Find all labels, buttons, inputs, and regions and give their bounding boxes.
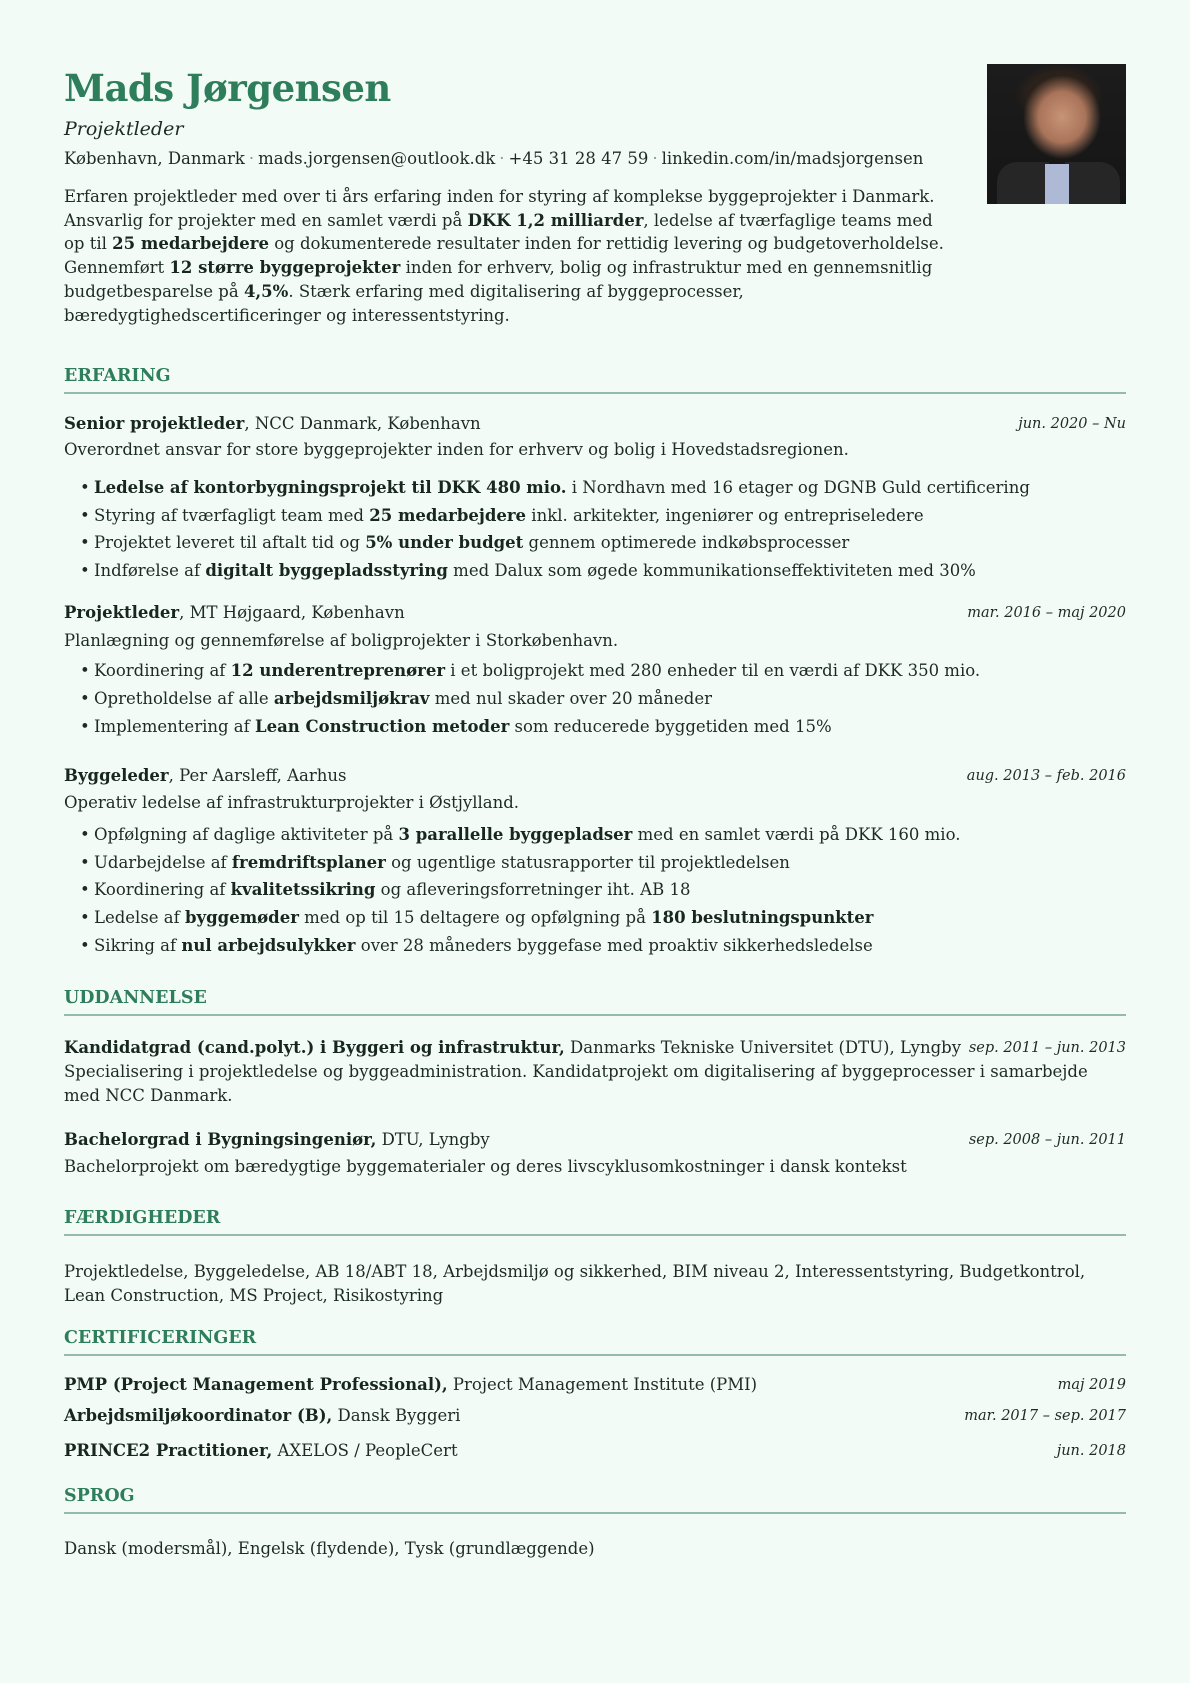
- experience-entry-1-header: [64, 413, 1126, 435]
- degree: Bachelorgrad i Bygningsingeniør,: [64, 1130, 377, 1149]
- bullet-item: [80, 824, 960, 846]
- bullet-icon: •: [80, 661, 90, 680]
- certification-name: PRINCE2 Practitioner,: [64, 1441, 273, 1460]
- experience-entry-2-header: [64, 602, 1126, 624]
- bullet-icon: •: [80, 561, 90, 580]
- separator: ·: [652, 149, 658, 168]
- date: jun. 2018: [1056, 1443, 1126, 1459]
- date-range: mar. 2016 – maj 2020: [967, 605, 1126, 621]
- languages-list: Dansk (modersmål), Engelsk (flydende), Tysk (grundlæggende): [64, 1539, 595, 1558]
- emphasis-text: nul arbejdsulykker: [181, 936, 356, 955]
- emphasis-text: digitalt byggepladsstyring: [205, 561, 448, 580]
- job-title: Projektleder: [64, 118, 184, 140]
- text: i Nordhavn med 16 etager og DGNB Guld certificering: [566, 478, 1030, 497]
- text: inden for erhverv, bolig og infrastruktur med en gennemsnitlig budgetbesparelse på: [64, 258, 933, 301]
- bullet-icon: •: [80, 853, 90, 872]
- text: Implementering af: [94, 717, 255, 736]
- bullet-icon: •: [80, 908, 90, 927]
- profile-photo: [987, 64, 1126, 204]
- emphasis-text: 5% under budget: [365, 533, 524, 552]
- institution: Danmarks Tekniske Universitet (DTU), Lyngby: [564, 1038, 962, 1057]
- candidate-name: Mads Jørgensen: [64, 66, 391, 110]
- contact-location: København, Danmark: [64, 149, 245, 168]
- experience-entry-3-description: Operativ ledelse af infrastrukturprojekter i Østjylland.: [64, 793, 520, 812]
- text: inkl. arkitekter, ingeniører og entrepriseledere: [526, 506, 924, 525]
- certification-item: [64, 1440, 1126, 1462]
- text: og ugentlige statusrapporter til projektledelsen: [385, 853, 790, 872]
- text: over 28 måneders byggefase med proaktiv sikkerhedsledelse: [355, 936, 873, 955]
- emphasis-text: fremdriftsplaner: [231, 853, 386, 872]
- text: Opretholdelse af alle: [94, 689, 274, 708]
- emphasis-text: 4,5%: [243, 281, 289, 301]
- section-heading-languages: SPROG: [64, 1486, 1126, 1514]
- text: Sikring af: [94, 936, 182, 955]
- date: maj 2019: [1057, 1377, 1126, 1393]
- summary-paragraph: [64, 185, 944, 327]
- text: som reducerede byggetiden med 15%: [509, 717, 832, 736]
- text: i et boligprojekt med 280 enheder til en værdi af DKK 350 mio.: [445, 661, 981, 680]
- emphasis-text: DKK 1,2 milliarder: [467, 210, 644, 230]
- education-entry-1-header: [64, 1037, 1126, 1059]
- experience-entry-2-description: Planlægning og gennemførelse af boligprojekter i Storkøbenhavn.: [64, 631, 619, 650]
- certification-item: [64, 1374, 1126, 1396]
- text: Udarbejdelse af: [94, 853, 232, 872]
- emphasis-text: Lean Construction metoder: [255, 717, 510, 736]
- photo-detail: [1065, 162, 1120, 204]
- photo-detail: [1045, 164, 1069, 204]
- emphasis-text: 12 større byggeprojekter: [169, 258, 401, 278]
- emphasis-text: 12 underentreprenører: [230, 661, 446, 680]
- organization: , Per Aarsleff, Aarhus: [168, 766, 347, 785]
- degree: Kandidatgrad (cand.polyt.) i Byggeri og infrastruktur,: [64, 1038, 565, 1057]
- section-heading-experience: ERFARING: [64, 366, 1126, 394]
- text: Koordinering af: [94, 880, 231, 899]
- bullet-item: [80, 477, 1030, 499]
- contact-email[interactable]: mads.jorgensen@outlook.dk: [258, 149, 496, 168]
- contact-line: [64, 149, 923, 168]
- emphasis-text: kvalitetssikring: [230, 880, 376, 899]
- text: med nul skader over 20 måneder: [429, 689, 712, 708]
- bullet-icon: •: [80, 533, 90, 552]
- certification-issuer: Dansk Byggeri: [332, 1406, 461, 1425]
- certification-issuer: Project Management Institute (PMI): [447, 1375, 758, 1394]
- experience-entry-3-header: [64, 765, 1126, 787]
- text: med en samlet værdi på DKK 160 mio.: [632, 825, 961, 844]
- text: Erfaren projektleder med over ti års erfaring inden for styring af komplekse byggeprojekter i Danmark. Ansvarlig for projekter med en samlet værdi på: [64, 187, 935, 230]
- text: med op til 15 deltagere og opfølgning på: [298, 908, 652, 927]
- contact-linkedin[interactable]: linkedin.com/in/madsjorgensen: [661, 149, 924, 168]
- education-entry-2-header: [64, 1129, 1126, 1151]
- text: Opfølgning af daglige aktiviteter på: [94, 825, 399, 844]
- role: Byggeleder: [64, 766, 169, 785]
- bullet-item: [80, 560, 976, 582]
- certification-name: PMP (Project Management Professional),: [64, 1375, 448, 1394]
- text: og afleveringsforretninger iht. AB 18: [375, 880, 691, 899]
- text: , ledelse af tværfaglige teams med op til: [64, 210, 933, 254]
- bullet-item: [80, 852, 790, 874]
- bullet-icon: •: [80, 506, 90, 525]
- date-range: sep. 2011 – jun. 2013: [968, 1040, 1126, 1056]
- text: Indførelse af: [94, 561, 206, 580]
- text: . Stærk erfaring med digitalisering af byggeprocesser, bæredygtighedscertificeringer og interessentstyring.: [64, 281, 744, 325]
- text: Styring af tværfagligt team med: [94, 506, 370, 525]
- organization: , NCC Danmark, København: [244, 414, 481, 433]
- text: gennem optimerede indkøbsprocesser: [523, 533, 850, 552]
- education-entry-1-description: Specialisering i projektledelse og byggeadministration. Kandidatprojekt om digitalisering af byggeprocesser i samarbejde med NCC Danmark.: [64, 1062, 1088, 1105]
- date-range: jun. 2020 – Nu: [1018, 416, 1126, 432]
- bullet-item: [80, 688, 712, 710]
- education-entry-2-description: Bachelorprojekt om bæredygtige byggematerialer og deres livscyklusomkostninger i dansk kontekst: [64, 1157, 907, 1176]
- institution: DTU, Lyngby: [376, 1130, 490, 1149]
- emphasis-text: 3 parallelle byggepladser: [398, 825, 633, 844]
- emphasis-text: byggemøder: [185, 908, 299, 927]
- bullet-icon: •: [80, 825, 90, 844]
- contact-phone[interactable]: +45 31 28 47 59: [508, 149, 649, 168]
- bullet-icon: •: [80, 936, 90, 955]
- experience-entry-1-description: Overordnet ansvar for store byggeprojekter inden for erhverv og bolig i Hovedstadsregionen.: [64, 440, 849, 459]
- text: Ledelse af: [94, 908, 185, 927]
- bullet-icon: •: [80, 880, 90, 899]
- role: Senior projektleder: [64, 414, 245, 433]
- photo-detail: [997, 162, 1049, 204]
- section-heading-certifications: CERTIFICERINGER: [64, 1328, 1126, 1356]
- skills-list: Projektledelse, Byggeledelse, AB 18/ABT 18, Arbejdsmiljø og sikkerhed, BIM niveau 2, Interessentstyring, Budgetkontrol, Lean Construction, MS Project, Risikostyring: [64, 1262, 1086, 1305]
- date-range: aug. 2013 – feb. 2016: [966, 768, 1126, 784]
- separator: ·: [248, 149, 255, 168]
- certification-issuer: AXELOS / PeopleCert: [272, 1441, 458, 1460]
- section-heading-education: UDDANNELSE: [64, 988, 1126, 1016]
- date-range: sep. 2008 – jun. 2011: [968, 1132, 1126, 1148]
- bullet-item: [80, 879, 690, 901]
- text: Koordinering af: [94, 661, 231, 680]
- bullet-icon: •: [80, 689, 90, 708]
- bullet-icon: •: [80, 478, 90, 497]
- certification-item: [64, 1405, 1126, 1427]
- emphasis-text: Ledelse af kontorbygningsprojekt til DKK 480 mio.: [94, 478, 567, 497]
- emphasis-text: 180 beslutningspunkter: [651, 908, 874, 927]
- text: og dokumenterede resultater inden for rettidig levering og budgetoverholdelse. Gennemført: [64, 234, 944, 278]
- emphasis-text: 25 medarbejdere: [369, 506, 527, 525]
- section-heading-skills: FÆRDIGHEDER: [64, 1208, 1126, 1236]
- bullet-item: [80, 532, 849, 554]
- emphasis-text: arbejdsmiljøkrav: [273, 689, 430, 708]
- text: Projektet leveret til aftalt tid og: [94, 533, 366, 552]
- bullet-icon: •: [80, 717, 90, 736]
- role: Projektleder: [64, 603, 180, 622]
- bullet-item: [80, 660, 980, 682]
- bullet-item: [80, 505, 924, 527]
- separator: ·: [499, 149, 505, 168]
- certification-name: Arbejdsmiljøkoordinator (B),: [64, 1406, 333, 1425]
- bullet-item: [80, 716, 832, 738]
- bullet-item: [80, 935, 873, 957]
- organization: , MT Højgaard, København: [179, 603, 405, 622]
- bullet-item: [80, 907, 873, 929]
- emphasis-text: 25 medarbejdere: [112, 234, 269, 254]
- text: med Dalux som øgede kommunikationseffektiviteten med 30%: [447, 561, 976, 580]
- date: mar. 2017 – sep. 2017: [964, 1408, 1126, 1424]
